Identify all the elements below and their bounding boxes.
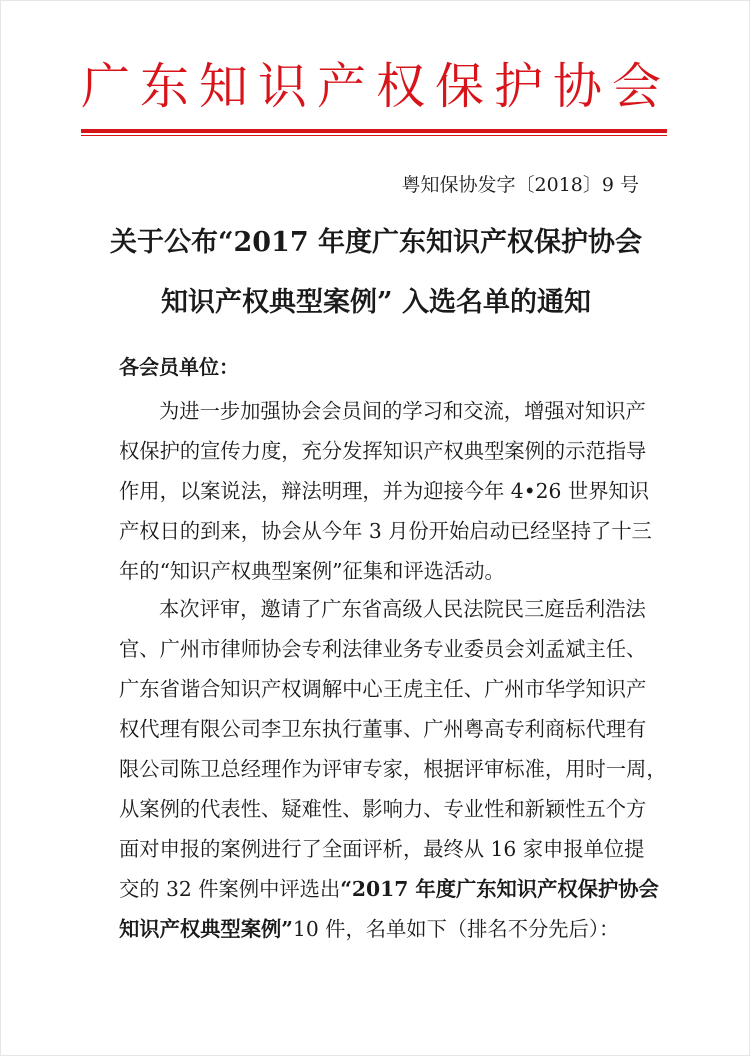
paragraph-text: 10 件，名单如下（排名不分先后）： bbox=[292, 917, 620, 941]
highlighted-title-text: “2017 年度广东知识产权保护协会 bbox=[340, 877, 659, 901]
paragraph-line: 产权日的到来，协会从今年 3 月份开始启动已经坚持了十三 bbox=[119, 519, 652, 543]
paragraph-line bbox=[119, 877, 659, 901]
paragraph-line: 权代理有限公司李卫东执行董事、广州粤高专利商标代理有 bbox=[119, 717, 647, 741]
document-number: 粤知保协发字〔2018〕9 号 bbox=[401, 174, 639, 196]
paragraph-text: 交的 32 件案例中评选出 bbox=[119, 877, 341, 901]
paragraph-line bbox=[119, 917, 619, 941]
paragraph-line: 官、广州市律师协会专利法律业务专业委员会刘孟斌主任、 bbox=[119, 637, 647, 661]
paragraph-line: 为进一步加强协会会员间的学习和交流，增强对知识产 bbox=[159, 399, 646, 423]
paragraph-line: 作用，以案说法，辩法明理，并为迎接今年 4•26 世界知识 bbox=[119, 479, 650, 503]
paragraph-line: 面对申报的案例进行了全面评析，最终从 16 家申报单位提 bbox=[119, 837, 645, 861]
paragraph-line: 限公司陈卫总经理作为评审专家，根据评审标准，用时一周， bbox=[119, 757, 667, 781]
salutation: 各会员单位： bbox=[119, 355, 239, 379]
masthead-rule-thin bbox=[81, 135, 667, 136]
paragraph-line: 权保护的宣传力度，充分发挥知识产权典型案例的示范指导 bbox=[119, 439, 647, 463]
highlighted-title-text: 知识产权典型案例” bbox=[119, 917, 293, 941]
document-title-line-2: 知识产权典型案例” 入选名单的通知 bbox=[161, 287, 591, 318]
paragraph-line: 年的“知识产权典型案例”征集和评选活动。 bbox=[119, 559, 505, 583]
masthead-title: 广东知识产权保护协会 bbox=[81, 58, 672, 115]
paragraph-line: 本次评审，邀请了广东省高级人民法院民三庭岳利浩法 bbox=[159, 597, 646, 621]
document-title-line-1: 关于公布“2017 年度广东知识产权保护协会 bbox=[109, 227, 643, 258]
masthead-rule-thick bbox=[81, 129, 667, 133]
paragraph-line: 广东省谐合知识产权调解中心王虎主任、广州市华学知识产 bbox=[119, 677, 647, 701]
paragraph-line: 从案例的代表性、疑难性、影响力、专业性和新颖性五个方 bbox=[119, 797, 647, 821]
